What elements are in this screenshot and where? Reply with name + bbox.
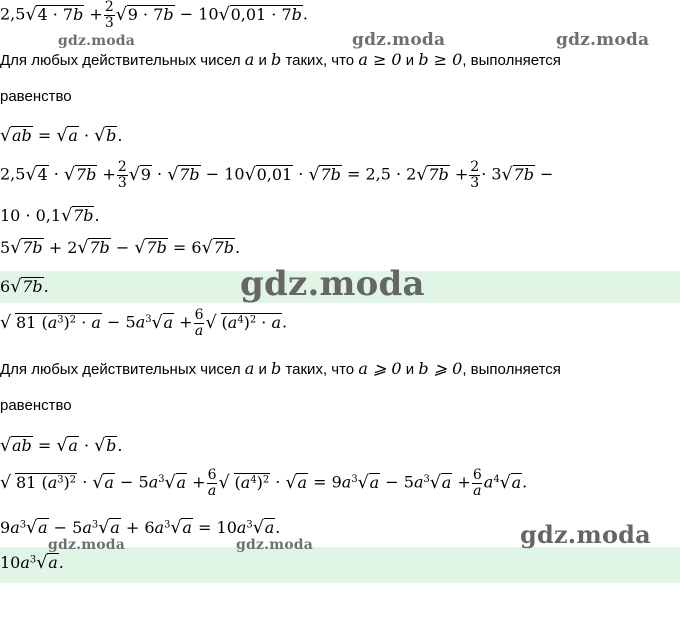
problem-1-step-1-continued: 10 · 0,1√ 7b.	[0, 206, 100, 225]
problem-2-equality-word: равенство	[0, 397, 72, 414]
problem-1-step-1: 2,5√ 4 · √ 7b + $\frac{2}{3}$ √ 9 · √ 7b − 10√ 0,01 · √ 7b = 2,5 · 2√ 7b + $\frac{2}{3}$ · 3√ 7b −	[0, 160, 553, 190]
watermark: gdz.moda	[520, 520, 651, 549]
problem-1-step-2: 5√ 7b + 2√ 7b − √ 7b = 6√ 7b.	[0, 238, 240, 257]
problem-1-equality-word: равенство	[0, 88, 72, 105]
problem-1-rule-formula: √ ab = √ a · √ b.	[0, 126, 123, 145]
problem-2-answer: $10a^3√$ a.	[0, 553, 64, 572]
watermark: gdz.moda	[236, 537, 314, 553]
problem-2-step-1: √ 81 $(a^3)^2$ · √ $a - 5a^3√$ a + $\frac{6}{a}$ √ $(a^4)^2$ · √ $a = 9a^3√$ $a - 5a^3√$ a + $\frac{6}{a}$ $a^4√$ a.	[0, 468, 527, 498]
watermark: gdz.moda	[58, 33, 136, 49]
problem-1-answer: 6√ 7b.	[0, 277, 49, 296]
watermark: gdz.moda	[352, 30, 446, 50]
watermark: gdz.moda	[48, 537, 126, 553]
problem-1-rule-text: Для любых действительных чисел a и b таких, что a ≥ 0 и b ≥ 0, выполняется	[0, 50, 561, 69]
problem-2-rule-formula: √ ab = √ a · √ b.	[0, 436, 123, 455]
problem-1-expression: 2,5√ 4 · 7b + $\frac{2}{3}$ √ 9 · 7b − 10√ 0,01 · 7b.	[0, 0, 308, 30]
watermark: gdz.moda	[240, 264, 425, 304]
watermark: gdz.moda	[556, 30, 650, 50]
problem-2-expression: √ 81 $(a^3)^2 \cdot a - 5a^3√$ a + $\frac{6}{a}$ √ $(a^4)^2 \cdot a$.	[0, 308, 287, 338]
problem-2-rule-text: Для любых действительных чисел a и b таких, что a ⩾ 0 и b ⩾ 0, выполняется	[0, 359, 561, 378]
problem-2-step-2: $9a^3√$ $a - 5a^3√$ $a + 6a^3√$ $a = 10a^3√$ a.	[0, 518, 280, 537]
